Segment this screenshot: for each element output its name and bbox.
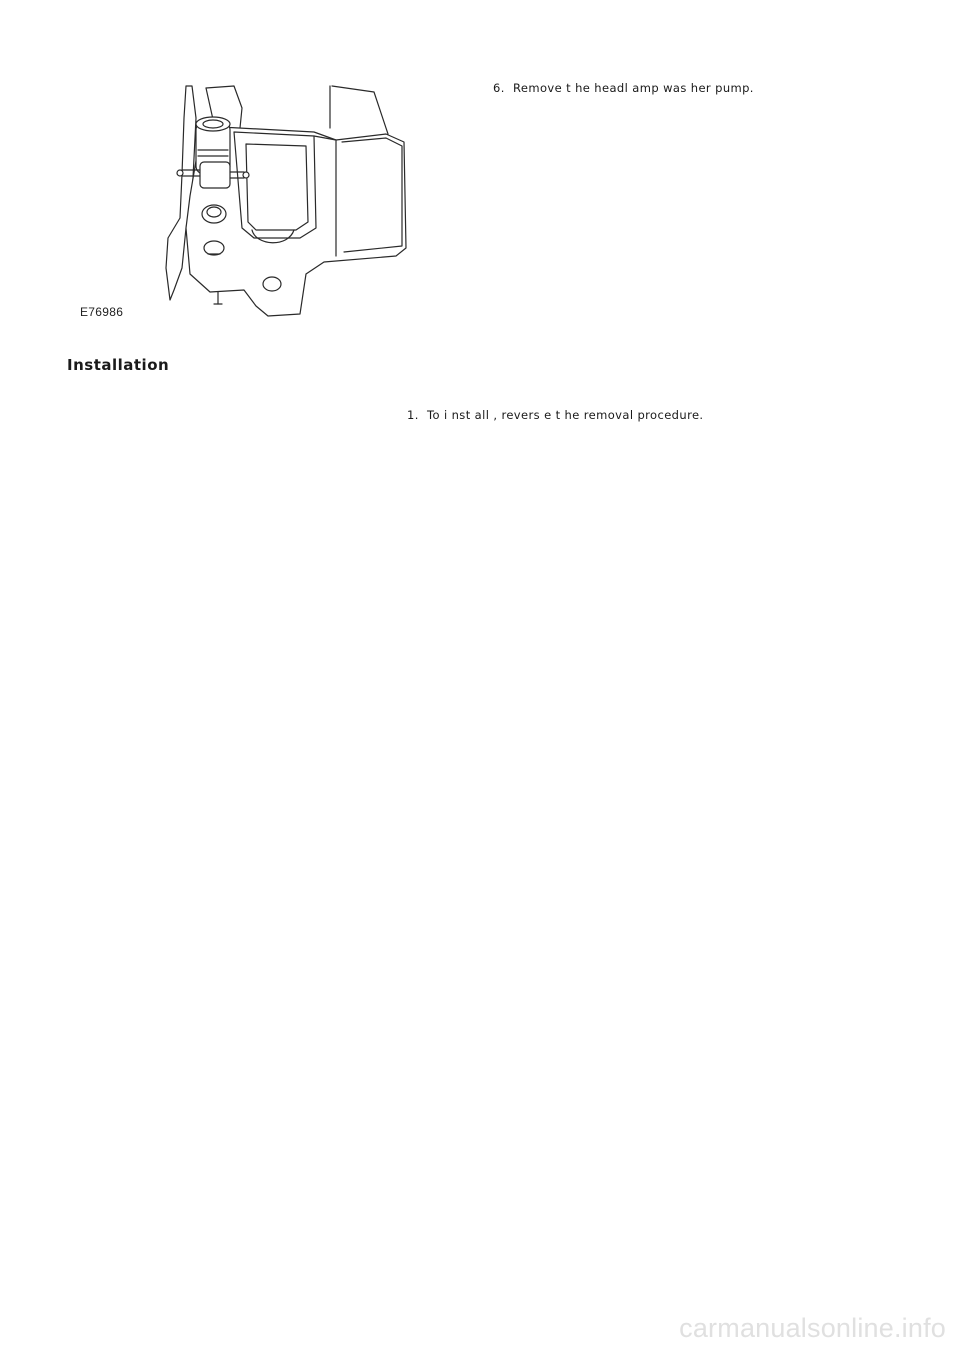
figure-reference-id: E76986 — [80, 305, 124, 319]
step-number: 6. — [493, 81, 505, 95]
step-instruction: Remove t he headl amp was her pump. — [513, 81, 754, 95]
washer-pump-line-drawing — [74, 78, 444, 328]
step-instruction: To i nst all , revers e t he removal procedure. — [427, 408, 704, 422]
headlamp-washer-pump-illustration — [74, 78, 444, 328]
site-watermark: carmanualsonline.info — [679, 1313, 946, 1343]
installation-heading: Installation — [67, 356, 170, 374]
step-number: 1. — [407, 408, 419, 422]
